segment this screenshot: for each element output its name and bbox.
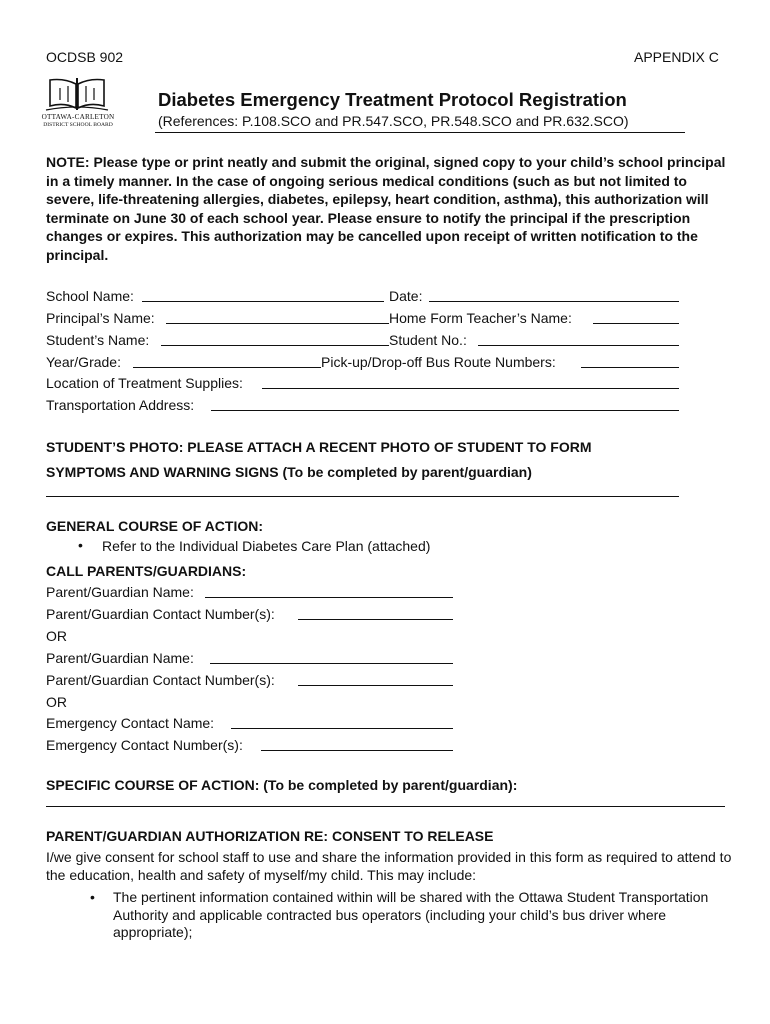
or-label-1: OR — [46, 628, 67, 644]
year-grade-label: Year/Grade: — [46, 354, 121, 370]
transport-address-label: Transportation Address: — [46, 397, 195, 413]
treatment-supplies-label: Location of Treatment Supplies: — [46, 375, 243, 391]
bullet-icon: • — [90, 889, 95, 905]
student-name-label: Student’s Name: — [46, 332, 150, 348]
form-code: OCDSB 902 — [46, 49, 124, 65]
student-no-field[interactable] — [478, 345, 679, 346]
logo-text-1: OTTAWA-CARLETON — [41, 113, 115, 121]
call-parents-heading: CALL PARENTS/GUARDIANS: — [46, 563, 247, 579]
symptoms-field[interactable] — [46, 496, 679, 497]
page-title: Diabetes Emergency Treatment Protocol Registration — [158, 89, 627, 110]
emergency-phone-field[interactable] — [261, 750, 453, 751]
references: (References: P.108.SCO and PR.547.SCO, PR.548.SCO and PR.632.SCO) — [158, 113, 629, 129]
board-logo — [38, 72, 118, 132]
school-name-field[interactable] — [142, 301, 384, 302]
photo-heading: STUDENT’S PHOTO: PLEASE ATTACH A RECENT PHOTO OF STUDENT TO FORM — [46, 439, 592, 455]
parent-phone-1-label: Parent/Guardian Contact Number(s): — [46, 606, 275, 622]
logo-text-2: DISTRICT SCHOOL BOARD — [43, 122, 113, 128]
parent-name-2-field[interactable] — [210, 663, 453, 664]
emergency-name-label: Emergency Contact Name: — [46, 715, 215, 731]
principal-name-field[interactable] — [166, 323, 389, 324]
parent-name-2-label: Parent/Guardian Name: — [46, 650, 194, 666]
general-course-heading: GENERAL COURSE OF ACTION: — [46, 518, 264, 534]
date-label: Date: — [389, 288, 423, 304]
symptoms-heading: SYMPTOMS AND WARNING SIGNS (To be completed by parent/guardian) — [46, 464, 532, 480]
appendix-label: APPENDIX C — [634, 49, 719, 65]
consent-bullet: The pertinent information contained within will be shared with the Ottawa Student Transportation Authority and applicable contracted bus operators (including your child’s bus driver where appropriate); — [113, 889, 709, 940]
title-rule — [155, 132, 685, 133]
parent-name-1-field[interactable] — [205, 597, 453, 598]
date-field[interactable] — [429, 301, 679, 302]
bus-route-field[interactable] — [581, 367, 679, 368]
emergency-phone-label: Emergency Contact Number(s): — [46, 737, 243, 753]
student-name-field[interactable] — [161, 345, 389, 346]
consent-paragraph: I/we give consent for school staff to use and share the information provided in this form as required to attend to the education, health and safety of myself/my child. This may include: — [46, 849, 732, 883]
bullet-icon: • — [78, 537, 83, 553]
teacher-name-field[interactable] — [593, 323, 679, 324]
year-grade-field[interactable] — [133, 367, 321, 368]
note-paragraph: NOTE: Please type or print neatly and submit the original, signed copy to your child’s school principal in a timely manner. In the case of ongoing serious medical conditions (such as but not limited to severe, life-threatening allergies, diabetes, epilepsy, heart condition, asthma), this authorization will terminate on June 30 of each school year. Please ensure to notify the principal if the prescription changes or expires. This authorization may be cancelled upon receipt of written notification to the principal. — [46, 154, 726, 263]
transport-address-field[interactable] — [211, 410, 679, 411]
teacher-name-label: Home Form Teacher’s Name: — [389, 310, 572, 326]
emergency-name-field[interactable] — [231, 728, 453, 729]
specific-course-field[interactable] — [46, 806, 725, 807]
authorization-heading: PARENT/GUARDIAN AUTHORIZATION RE: CONSENT TO RELEASE — [46, 828, 494, 844]
student-no-label: Student No.: — [389, 332, 467, 348]
or-label-2: OR — [46, 694, 67, 710]
principal-name-label: Principal’s Name: — [46, 310, 155, 326]
treatment-supplies-field[interactable] — [262, 388, 679, 389]
school-name-label: School Name: — [46, 288, 134, 304]
bus-route-label: Pick-up/Drop-off Bus Route Numbers: — [321, 354, 556, 370]
parent-name-1-label: Parent/Guardian Name: — [46, 584, 194, 600]
specific-course-heading: SPECIFIC COURSE OF ACTION: (To be completed by parent/guardian): — [46, 777, 518, 793]
general-course-bullet: Refer to the Individual Diabetes Care Plan (attached) — [102, 538, 431, 554]
parent-phone-2-field[interactable] — [298, 685, 453, 686]
parent-phone-2-label: Parent/Guardian Contact Number(s): — [46, 672, 275, 688]
parent-phone-1-field[interactable] — [298, 619, 453, 620]
